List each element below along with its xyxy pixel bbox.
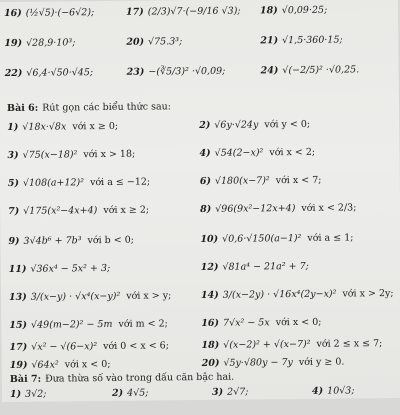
ex-row-4 (0, 202, 400, 232)
top-row-2 (0, 34, 399, 64)
section-7-label: Bài 7: (9, 373, 42, 386)
ex6-7: 7) √175(x²−4x+4) với x ≥ 2; (8, 204, 150, 218)
exercise-17: 17) (2/3)√7·(−9/16 √3); (125, 5, 241, 18)
ex7-3: 3) 2√7; (211, 386, 249, 398)
ex7-2: 2) 4√5; (111, 387, 149, 399)
exercise-23: 23) −(∛5/3)² ·√0,09; (126, 65, 226, 78)
exercise-16: 16) (½√5)·(−6√2); (3, 7, 95, 20)
section-6-title: Rút gọn các biểu thức sau: (42, 101, 172, 114)
ex6-10: 10) √0,6·√150(a−1)² với a ≤ 1; (200, 232, 354, 245)
top-row-1 (0, 4, 398, 34)
ex6-18: 18) √(x−2)² + √(x−7)² với 2 ≤ x ≤ 7; (201, 338, 383, 351)
ex-row-2 (0, 146, 400, 176)
ex6-20: 20) √5y·√80y − 7y với y ≥ 0. (201, 356, 345, 369)
ex7-4: 4) 10√3; (311, 385, 355, 397)
ex6-4: 4) √54(2−x)² với x < 2; (199, 146, 316, 160)
ex6-8: 8) √96(9x²−12x+4) với x < 2/3; (200, 202, 357, 215)
ex6-12: 12) √81a⁴ − 21a² + 7; (200, 260, 309, 273)
ex6-13: 13) 3/(x−y) · √x⁴(x−y)² với x > y; (8, 290, 172, 304)
ex-row-1 (0, 118, 399, 148)
ex6-1: 1) √18x·√8x với x ≥ 0; (7, 120, 119, 134)
ex6-16: 16) 7√x² − 5x với x < 0; (201, 316, 322, 329)
ex6-15: 15) √49(m−2)² − 5m với m < 2; (9, 318, 168, 332)
ex-row-5 (0, 232, 400, 262)
ex6-3: 3) √75(x−18)² với x > 18; (7, 148, 136, 162)
section-6-heading (7, 101, 171, 114)
ex6-17: 17) √x² − √(6−x)² với 0 < x < 6; (9, 340, 169, 354)
exercise-18: 18) √0,09·25; (259, 4, 328, 17)
ex-row-7 (1, 288, 400, 318)
ex-row-6 (1, 260, 400, 290)
ex7-1: 1) 3√2; (9, 388, 47, 400)
ex6-2: 2) √6y·√24y với y < 0; (199, 118, 311, 132)
ex6-9: 9) 3√4b⁶ + 7b³ với b < 0; (8, 234, 135, 248)
ex-row-3 (0, 174, 400, 204)
ex6-6: 6) √180(x−7)² với x < 7; (199, 174, 322, 188)
exercise-19: 19) √28,9·10³; (4, 37, 76, 50)
ex6-5: 5) √108(a+12)² với a ≤ −12; (7, 176, 151, 190)
section-7-title: Đưa thừa số vào trong dấu căn bậc hai. (45, 371, 235, 385)
exercise-22: 22) √6,4·√50·√45; (4, 67, 94, 80)
ex6-11: 11) √36x⁴ − 5x² + 3; (8, 262, 111, 276)
exercise-20: 20) √75.3³; (126, 36, 183, 48)
top-row-3 (0, 64, 399, 94)
exercise-21: 21) √1,5·360·15; (260, 34, 343, 47)
section-7-heading (10, 372, 234, 385)
ex6-14: 14) 3/(x−2y) · √16x⁴(2y−x)² với x > 2y; (200, 287, 394, 301)
section-6-label: Bài 6: (6, 102, 39, 115)
exercise-24: 24) √(−2/5)² ·√0,25. (260, 64, 360, 77)
ex6-19: 19) √64x² với x < 0; (9, 358, 111, 372)
